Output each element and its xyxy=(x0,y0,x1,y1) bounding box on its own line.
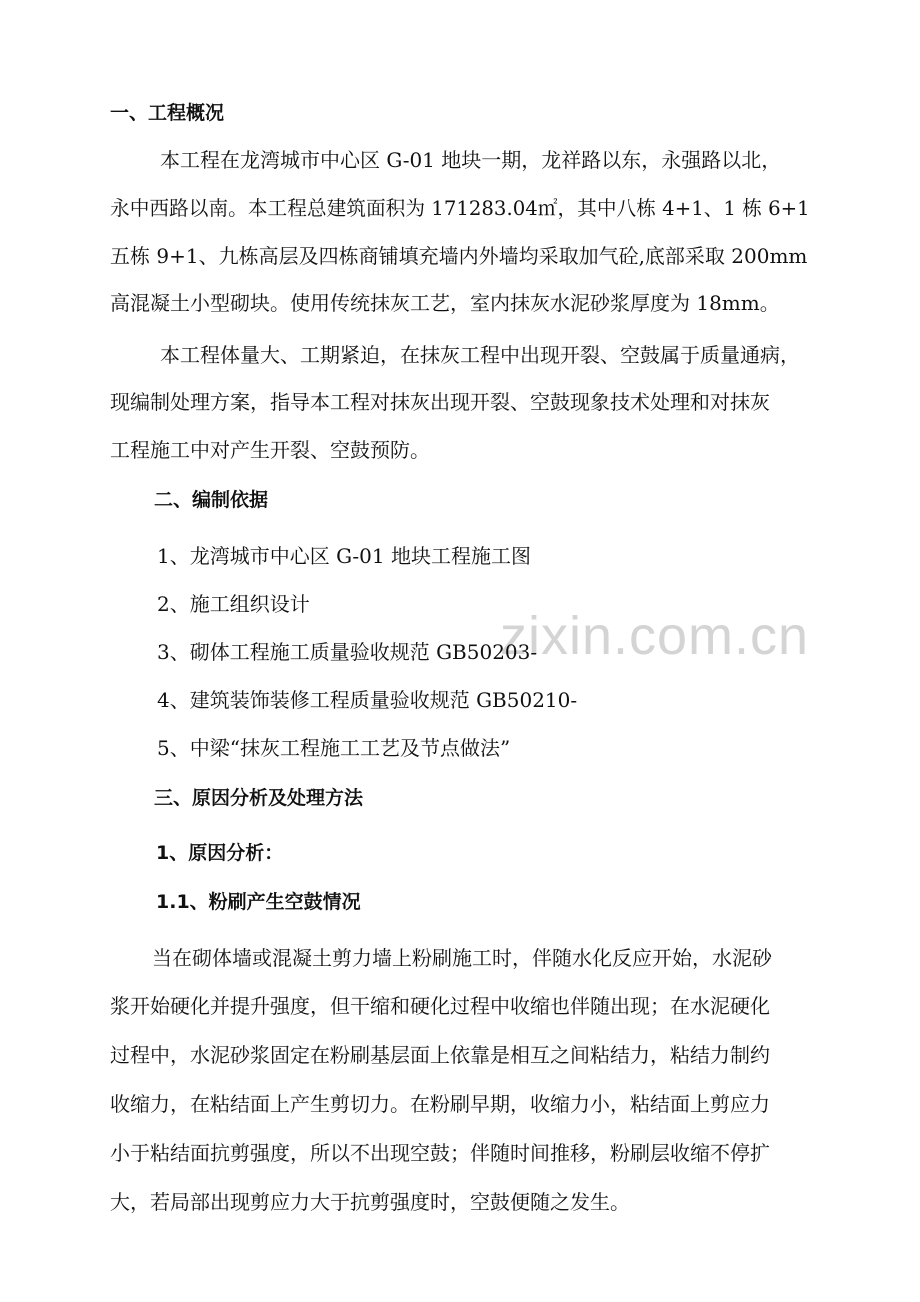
list-item: 4、建筑装饰装修工程质量验收规范 GB50210- xyxy=(157,688,578,712)
subsection-heading: 1.1、粉刷产生空鼓情况 xyxy=(156,891,361,913)
list-item: 2、施工组织设计 xyxy=(157,592,310,616)
paragraph-line: 高混凝土小型砌块。使用传统抹灰工艺，室内抹灰水泥砂浆厚度为 18mm。 xyxy=(110,291,780,315)
subsection-heading: 1、原因分析： xyxy=(156,842,284,864)
section-heading-basis: 二、编制依据 xyxy=(154,489,269,511)
paragraph-line: 工程施工中对产生开裂、空鼓预防。 xyxy=(110,438,430,462)
section-heading-overview: 一、工程概况 xyxy=(110,102,225,124)
paragraph-line: 小于粘结面抗剪强度，所以不出现空鼓；伴随时间推移，粉刷层收缩不停扩 xyxy=(110,1141,770,1165)
paragraph-line: 五栋 9+1、九栋高层及四栋商铺填充墙内外墙均采取加气砼,底部采取 200mm xyxy=(110,244,808,268)
paragraph-line: 大，若局部出现剪应力大于抗剪强度时，空鼓便随之发生。 xyxy=(110,1190,630,1214)
paragraph-line: 现编制处理方案，指导本工程对抹灰出现开裂、空鼓现象技术处理和对抹灰 xyxy=(110,390,770,414)
paragraph-line: 浆开始硬化并提升强度，但干缩和硬化过程中收缩也伴随出现；在水泥硬化 xyxy=(110,994,770,1018)
list-item: 3、砌体工程施工质量验收规范 GB50203- xyxy=(157,640,538,664)
paragraph-line: 永中西路以南。本工程总建筑面积为 171283.04㎡，其中八栋 4+1、1 栋 6+1 xyxy=(110,196,810,220)
list-item: 1、龙湾城市中心区 G-01 地块工程施工图 xyxy=(157,544,531,568)
paragraph-line: 过程中，水泥砂浆固定在粉刷基层面上依靠是相互之间粘结力，粘结力制约 xyxy=(110,1043,770,1067)
paragraph-line: 收缩力，在粘结面上产生剪切力。在粉刷早期，收缩力小，粘结面上剪应力 xyxy=(110,1092,770,1116)
watermark: zixin.com.cn xyxy=(500,606,810,666)
list-item: 5、中梁“抹灰工程施工工艺及节点做法” xyxy=(157,736,511,760)
section-heading-analysis: 三、原因分析及处理方法 xyxy=(154,787,364,809)
paragraph-line: 当在砌体墙或混凝土剪力墙上粉刷施工时，伴随水化反应开始，水泥砂 xyxy=(152,946,772,970)
paragraph-line: 本工程在龙湾城市中心区 G-01 地块一期，龙祥路以东，永强路以北， xyxy=(160,148,782,172)
paragraph-line: 本工程体量大、工期紧迫，在抹灰工程中出现开裂、空鼓属于质量通病， xyxy=(160,343,800,367)
